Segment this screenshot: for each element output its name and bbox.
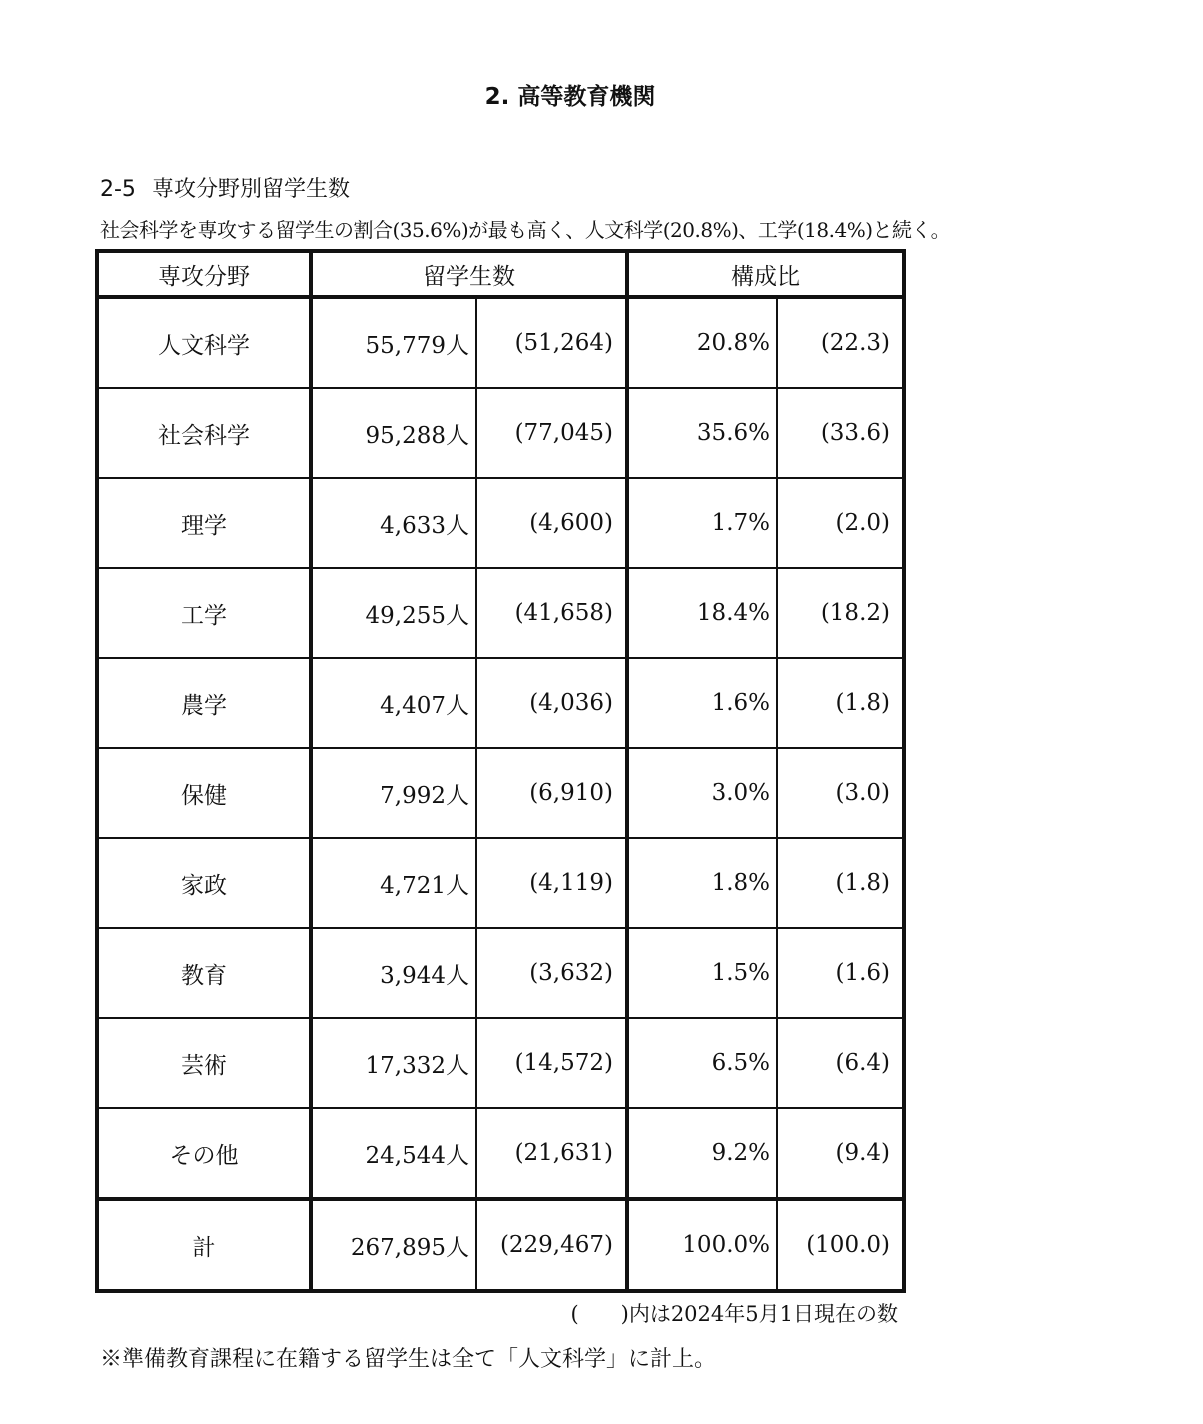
cell-count-prev: (6,910)	[476, 748, 627, 838]
cell-ratio-prev: (22.3)	[777, 297, 904, 388]
table-row	[97, 388, 904, 478]
cell-count: 49,255人	[311, 568, 476, 658]
cell-count-prev: (21,631)	[476, 1108, 627, 1199]
cell-count: 4,407人	[311, 658, 476, 748]
cell-count-prev: (41,658)	[476, 568, 627, 658]
subsection-heading	[100, 172, 350, 203]
cell-field: 理学	[97, 478, 311, 568]
table-row	[97, 297, 904, 388]
cell-ratio-prev: (6.4)	[777, 1018, 904, 1108]
cell-field: 計	[97, 1199, 311, 1291]
cell-count: 95,288人	[311, 388, 476, 478]
cell-ratio-prev: (9.4)	[777, 1108, 904, 1199]
cell-count: 4,721人	[311, 838, 476, 928]
cell-field: 家政	[97, 838, 311, 928]
table-note: ( )内は2024年5月1日現在の数	[570, 1302, 898, 1326]
cell-ratio-prev: (3.0)	[777, 748, 904, 838]
cell-ratio-prev: (1.8)	[777, 838, 904, 928]
table-row	[97, 1108, 904, 1199]
table-row	[97, 568, 904, 658]
table-header-row	[97, 251, 904, 297]
table-row	[97, 1018, 904, 1108]
cell-ratio-prev: (1.6)	[777, 928, 904, 1018]
table-row	[97, 658, 904, 748]
summary-text: 社会科学を専攻する留学生の割合(35.6%)が最も高く、人文科学(20.8%)、工学(18.4%)と続く。	[100, 218, 951, 242]
cell-ratio: 18.4%	[627, 568, 777, 658]
cell-field: 芸術	[97, 1018, 311, 1108]
cell-count-prev: (4,036)	[476, 658, 627, 748]
cell-count: 4,633人	[311, 478, 476, 568]
cell-count: 17,332人	[311, 1018, 476, 1108]
cell-ratio: 100.0%	[627, 1199, 777, 1291]
cell-count: 55,779人	[311, 297, 476, 388]
cell-count-prev: (51,264)	[476, 297, 627, 388]
table-total-row	[97, 1199, 904, 1291]
cell-ratio-prev: (33.6)	[777, 388, 904, 478]
cell-ratio-prev: (1.8)	[777, 658, 904, 748]
cell-count: 267,895人	[311, 1199, 476, 1291]
cell-ratio: 20.8%	[627, 297, 777, 388]
cell-count-prev: (4,600)	[476, 478, 627, 568]
table-body	[97, 297, 904, 1291]
cell-field: 農学	[97, 658, 311, 748]
cell-field: 工学	[97, 568, 311, 658]
cell-ratio: 6.5%	[627, 1018, 777, 1108]
cell-ratio: 1.8%	[627, 838, 777, 928]
cell-ratio: 1.5%	[627, 928, 777, 1018]
field-of-study-table	[95, 249, 906, 1293]
cell-count: 3,944人	[311, 928, 476, 1018]
section-title: 2. 高等教育機関	[484, 84, 656, 110]
subsection-number: 2-5	[100, 177, 136, 202]
cell-count-prev: (4,119)	[476, 838, 627, 928]
header-field: 専攻分野	[97, 251, 311, 297]
table-row	[97, 928, 904, 1018]
cell-ratio-prev: (100.0)	[777, 1199, 904, 1291]
header-ratio: 構成比	[627, 251, 904, 297]
table-row	[97, 478, 904, 568]
cell-count-prev: (77,045)	[476, 388, 627, 478]
cell-field: 社会科学	[97, 388, 311, 478]
cell-field: 保健	[97, 748, 311, 838]
cell-ratio-prev: (18.2)	[777, 568, 904, 658]
cell-ratio: 1.6%	[627, 658, 777, 748]
cell-count: 7,992人	[311, 748, 476, 838]
header-count: 留学生数	[311, 251, 627, 297]
table-row	[97, 748, 904, 838]
cell-count-prev: (14,572)	[476, 1018, 627, 1108]
cell-count: 24,544人	[311, 1108, 476, 1199]
cell-field: 人文科学	[97, 297, 311, 388]
table-row	[97, 838, 904, 928]
cell-ratio: 1.7%	[627, 478, 777, 568]
subsection-title: 専攻分野別留学生数	[151, 177, 350, 202]
cell-count-prev: (229,467)	[476, 1199, 627, 1291]
cell-ratio: 35.6%	[627, 388, 777, 478]
cell-field: 教育	[97, 928, 311, 1018]
cell-field: その他	[97, 1108, 311, 1199]
cell-ratio: 9.2%	[627, 1108, 777, 1199]
cell-ratio-prev: (2.0)	[777, 478, 904, 568]
footnote: ※準備教育課程に在籍する留学生は全て「人文科学」に計上。	[100, 1347, 717, 1372]
cell-ratio: 3.0%	[627, 748, 777, 838]
cell-count-prev: (3,632)	[476, 928, 627, 1018]
